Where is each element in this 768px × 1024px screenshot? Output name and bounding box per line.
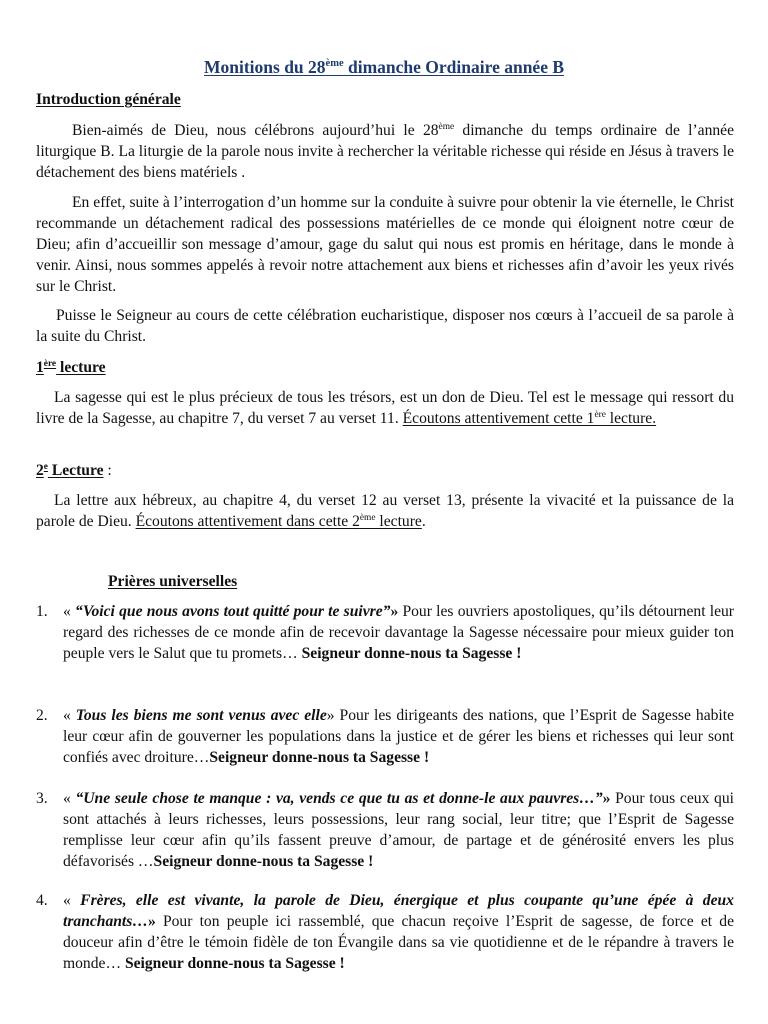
intro-paragraph-1: Bien-aimés de Dieu, nous célébrons aujourd’hui le 28ème dimanche du temps ordinaire de l’année liturgique B. La liturgie de la parole nous invite à rechercher la véritable richesse qui réside en Jésus à travers le détachement des biens matériels . <box>36 121 735 181</box>
title-superscript: ème <box>325 58 344 70</box>
page-title <box>0 57 768 78</box>
intro-paragraph-2: En effet, suite à l’interrogation d’un homme sur la conduite à suivre pour obtenir la vie éternelle, le Christ recommande un détachement radical des possessions matérielles de ce monde qui éloignent notre cœur de Dieu; afin d’accueillir son message d’amour, gage du salut qui nous est promis en héritage, dans le monde à venir. Ainsi, nous sommes appelés à revoir notre attachement aux biens et richesses afin d’avoir les yeux rivés sur le Christ. <box>36 194 734 295</box>
reading2-heading: 2e Lecture : <box>36 461 112 479</box>
intro-paragraph-3: Puisse le Seigneur au cours de cette célébration eucharistique, disposer nos cœurs à l’accueil de sa parole à la suite du Christ. <box>36 307 734 345</box>
reading2-listen: Écoutons attentivement dans cette 2ème lecture <box>135 512 422 530</box>
title-text-end: dimanche Ordinaire année B <box>343 57 565 77</box>
intro-heading: Introduction générale <box>36 91 181 108</box>
prayer-text: « Tous les biens me sont venus avec elle» Pour les dirigeants des nations, que l’Esprit de Sagesse habite leur cœur afin de gouverner les populations dans la justice et de gérer les biens et richesses qui leur sont confiés avec droiture…Seigneur donne-nous ta Sagesse ! <box>63 707 735 766</box>
prayer-number: 2. <box>36 707 48 724</box>
prayers-heading: Prières universelles <box>108 573 238 590</box>
title-text: Monitions du 28 <box>203 57 326 77</box>
prayer-text: « Frères, elle est vivante, la parole de Dieu, énergique et plus coupante qu’une épée à deux tranchants…» Pour ton peuple ici rassemblé, que chacun reçoive l’Esprit de sagesse, de force et de douceur afin d’être le témoin fidèle de ton Évangile dans sa vie quotidienne et de le répandre à travers le monde… Seigneur donne-nous ta Sagesse ! <box>63 892 734 972</box>
prayer-number: 4. <box>36 892 48 909</box>
reading1-paragraph: La sagesse qui est le plus précieux de tous les trésors, est un don de Dieu. Tel est le message qui ressort du livre de la Sagesse, au chapitre 7, du verset 7 au verset 11. Écoutons attentivement cette 1ère lecture. <box>36 389 734 427</box>
prayer-text: « “Une seule chose te manque : va, vends ce que tu as et donne-le aux pauvres…”» Pour tous ceux qui sont attachés à leurs richesses, leurs possessions, leur rang social, leur titre; que l’Esprit de Sagesse remplisse leur cœur afin qu’ils fassent preuve d’amour, de partage et de générosité envers les plus défavorisés …Seigneur donne-nous ta Sagesse ! <box>63 790 734 870</box>
prayer-number: 3. <box>36 790 48 807</box>
prayer-number: 1. <box>36 603 48 620</box>
prayer-text: « “Voici que nous avons tout quitté pour te suivre”» Pour les ouvriers apostoliques, qu’ils détournent leur regard des richesses de ce monde afin de recevoir davantage la Sagesse nécessaire pour mieux guider ton peuple vers le Salut que tu promets… Seigneur donne-nous ta Sagesse ! <box>63 603 734 662</box>
reading1-heading: 1ère lecture <box>36 358 106 376</box>
reading1-listen: Écoutons attentivement cette 1ère lecture. <box>402 409 657 427</box>
reading2-paragraph: La lettre aux hébreux, au chapitre 4, du verset 12 au verset 13, présente la vivacité et la puissance de la parole de Dieu. Écoutons attentivement dans cette 2ème lecture. <box>36 492 734 530</box>
